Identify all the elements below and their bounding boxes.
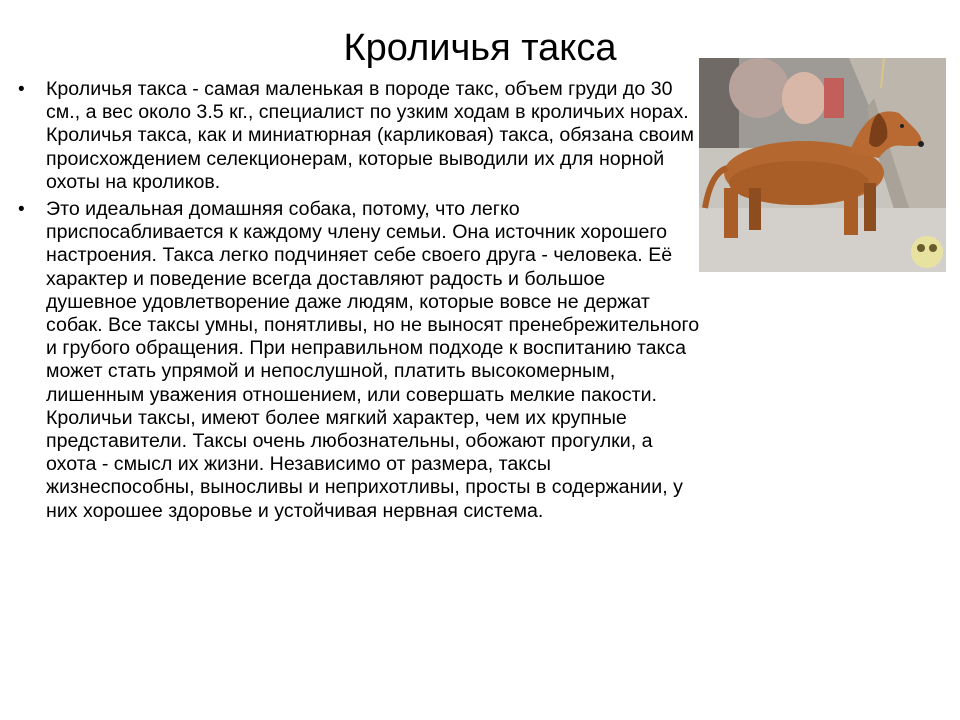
bullet-text: Кроличья такса - самая маленькая в породе такс, объем груди до 30 см., а вес около 3.5 кг., специалист по узким ходам в кроличьих норах. Кроличья такса, как и миниатюрная (карликовая) такса, обязана своим происхождением селекционерам, которые выводили их для норной охоты на кроликов.: [46, 78, 694, 193]
dachshund-photo: [699, 58, 946, 272]
bullet-list: [18, 78, 700, 527]
bullet-text: Это идеальная домашняя собака, потому, что легко приспосабливается к каждому члену семьи. Она источник хорошего настроения. Такса легко подчиняет себе своего друга - человека. Её характер и поведение всегда доставляют радость и большое душевное удовлетворение даже людям, которые вовсе не держат собак. Все таксы умны, понятливы, но не выносят пренебрежительного и грубого обращения. При неправильном подходе к воспитанию такса может стать упрямой и непослушной, платить высокомерным, лишенным уважения отношением, или совершать мелкие пакости. Кроличьи таксы, имеют более мягкий характер, чем их крупные представители. Таксы очень любознательны, обожают прогулки, а охота - смысл их жизни. Независимо от размера, таксы жизнеспособны, выносливы и неприхотливы, просты в содержании, у них хорошее здоровье и устойчивая нервная система.: [46, 198, 700, 522]
slide-title-text: Кроличья такса: [343, 27, 617, 69]
bullet-marker: •: [18, 79, 25, 100]
dachshund-illustration: [699, 58, 946, 272]
bullet-item: [18, 198, 700, 523]
bullet-item: [18, 78, 700, 194]
bullet-marker: •: [18, 199, 25, 221]
